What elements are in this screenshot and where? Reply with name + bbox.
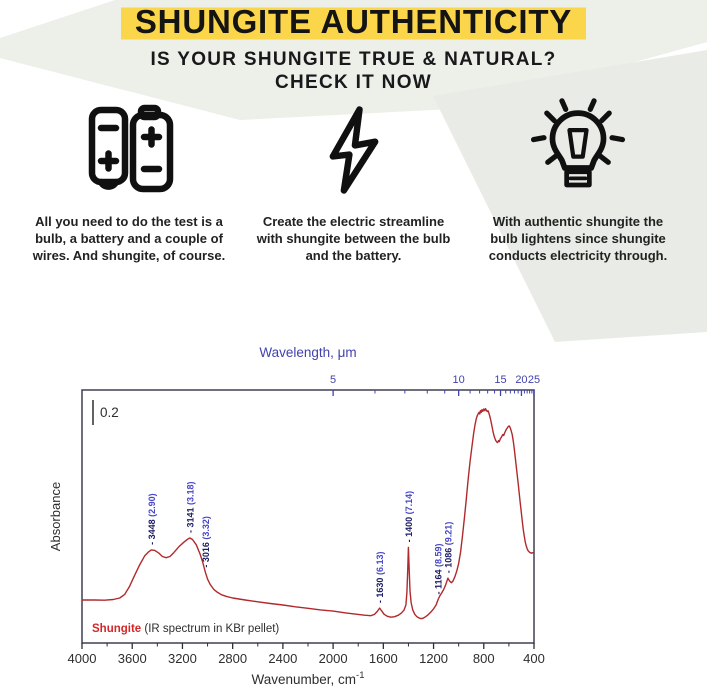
svg-text:5: 5 — [330, 374, 337, 386]
ir-spectrum-chart — [0, 338, 707, 700]
feature-text-battery: All you need to do the test is a bulb, a battery and a couple of wires. And shungite, of course. — [32, 214, 226, 263]
svg-text:- 1400 (7.14): - 1400 (7.14) — [403, 490, 414, 543]
svg-text:Wavelength, μm: Wavelength, μm — [259, 345, 357, 360]
svg-text:400: 400 — [523, 651, 545, 666]
feature-text-lightning: Create the electric streamline with shungite between the bulb and the battery. — [256, 214, 451, 263]
svg-text:Shungite (IR spectrum in KBr p: Shungite (IR spectrum in KBr pellet) — [92, 623, 280, 635]
feature-lightning — [245, 98, 463, 265]
svg-text:2800: 2800 — [218, 651, 248, 666]
bottom-axis — [68, 643, 545, 687]
svg-text:- 1630 (6.13): - 1630 (6.13) — [375, 551, 386, 604]
svg-text:- 3448 (2.90): - 3448 (2.90) — [146, 493, 157, 545]
svg-text:25: 25 — [527, 374, 541, 386]
bulb-icon — [523, 98, 633, 202]
svg-text:10: 10 — [452, 374, 465, 386]
svg-text:3600: 3600 — [117, 651, 147, 666]
subtitle — [0, 48, 707, 95]
svg-text:20: 20 — [515, 374, 528, 386]
svg-text:1600: 1600 — [368, 651, 398, 666]
subtitle-line2: CHECK IT NOW — [274, 72, 433, 93]
lightning-icon — [308, 98, 400, 202]
svg-text:- 3016 (3.32): - 3016 (3.32) — [201, 516, 212, 568]
feature-text-bulb: With authentic shungite the bulb lightens since shungite conducts electricity through. — [488, 214, 668, 263]
svg-text:3200: 3200 — [167, 651, 197, 666]
subtitle-line1: IS YOUR SHUNGITE TRUE & NATURAL? — [150, 48, 557, 70]
top-axis — [259, 345, 540, 396]
svg-text:- 1086 (9.21): - 1086 (9.21) — [443, 521, 454, 574]
svg-text:Absorbance: Absorbance — [48, 481, 63, 552]
svg-text:1200: 1200 — [419, 651, 449, 666]
svg-text:2000: 2000 — [318, 651, 348, 666]
svg-text:- 1164 (8.59): - 1164 (8.59) — [433, 543, 444, 595]
feature-battery — [20, 98, 238, 265]
y-axis — [48, 400, 119, 551]
feature-row — [0, 98, 707, 265]
svg-text:4000: 4000 — [67, 651, 97, 666]
chart-legend — [92, 623, 279, 635]
battery-icon — [79, 98, 179, 202]
svg-text:- 3141 (3.18): - 3141 (3.18) — [185, 481, 196, 534]
svg-text:15: 15 — [494, 374, 507, 386]
header — [0, 4, 707, 94]
page-title: SHUNGITE AUTHENTICITY — [121, 4, 586, 41]
svg-text:Wavenumber, cm-1: Wavenumber, $cm^{-1}$ — [251, 670, 365, 687]
svg-text:800: 800 — [472, 651, 495, 666]
feature-bulb — [469, 98, 687, 265]
svg-text:2400: 2400 — [268, 651, 298, 666]
svg-text:0.2: 0.2 — [100, 405, 119, 420]
